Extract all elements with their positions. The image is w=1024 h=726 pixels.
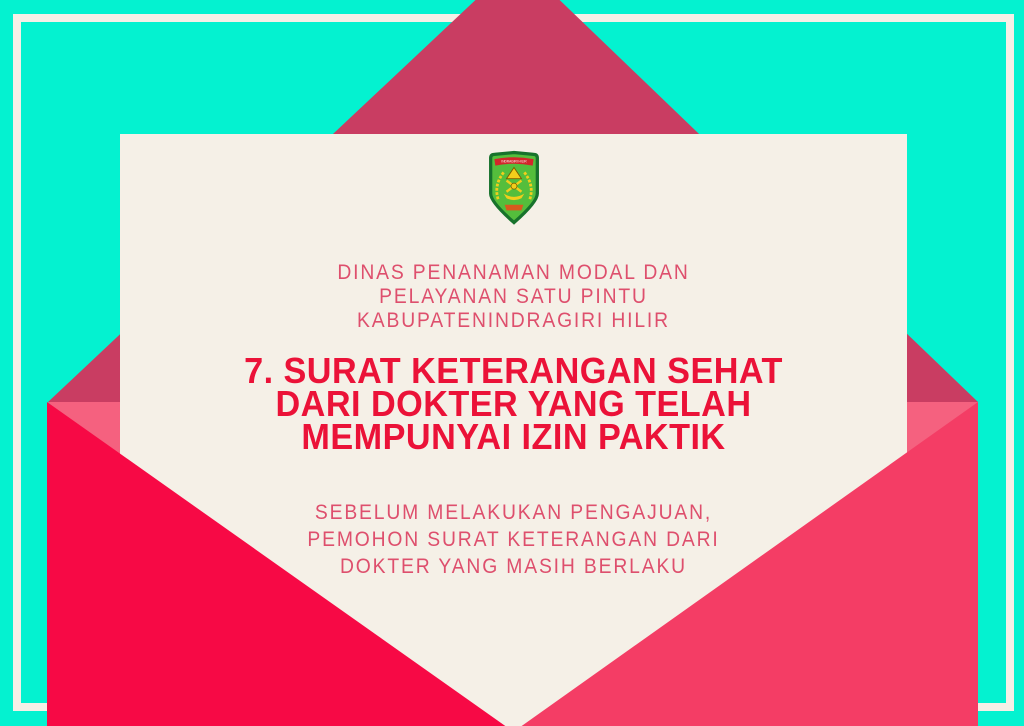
- note-line: PEMOHON SURAT KETERANGAN DARI: [307, 528, 720, 551]
- title-line: 7. SURAT KETERANGAN SEHAT: [244, 350, 783, 391]
- org-name: [151, 261, 875, 333]
- note-line: DOKTER YANG MASIH BERLAKU: [340, 555, 687, 578]
- crest-banner-text: INDRAGIRI HILIR: [500, 159, 527, 164]
- note-line: SEBELUM MELAKUKAN PENGAJUAN,: [314, 501, 713, 524]
- org-line: PELAYANAN SATU PINTU: [379, 285, 648, 308]
- title-line: MEMPUNYAI IZIN PAKTIK: [301, 416, 726, 457]
- org-line: DINAS PENANAMAN MODAL DAN: [337, 261, 690, 284]
- title-line: DARI DOKTER YANG TELAH: [275, 383, 752, 424]
- org-line: KABUPATENINDRAGIRI HILIR: [357, 309, 670, 332]
- page-title: [140, 350, 888, 457]
- indragiri-hilir-crest-icon: [486, 150, 542, 226]
